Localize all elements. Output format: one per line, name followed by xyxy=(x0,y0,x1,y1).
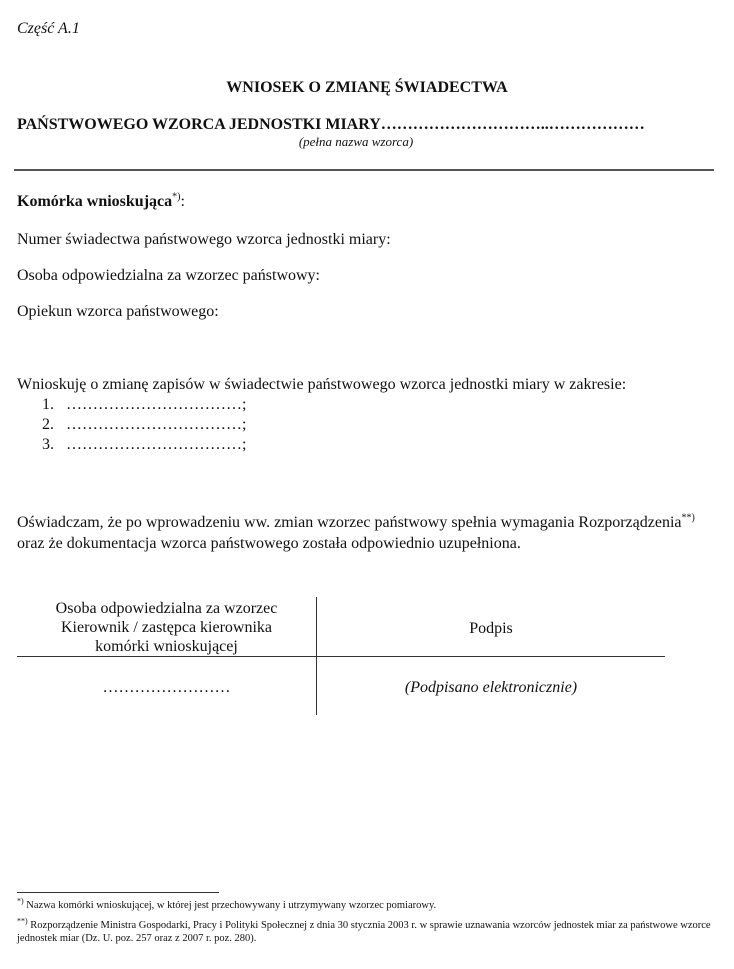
title-subcaption: (pełna nazwa wzorca) xyxy=(298,134,414,149)
footnote-ref-1: *) xyxy=(172,191,181,203)
declaration-text-1: Oświadczam, że po wprowadzeniu ww. zmian wzorzec państwowy spełnia wymagania Rozporządzenia xyxy=(17,514,682,531)
signature-table-vertical-rule xyxy=(316,597,317,715)
left-header-line: komórki wnioskującej xyxy=(95,638,238,655)
footnote-1-marker: *) xyxy=(17,896,24,906)
left-header-line: Kierownik / zastępca kierownika xyxy=(60,619,273,636)
request-item-number: 1. xyxy=(42,396,54,413)
footnote-2 xyxy=(17,916,717,945)
footnote-divider xyxy=(17,892,219,893)
part-label: Część A.1 xyxy=(17,20,80,37)
signature-table-horizontal-rule xyxy=(17,656,665,657)
footnote-ref-2: **) xyxy=(681,512,695,524)
custodian-label: Opiekun wzorca państwowego: xyxy=(17,303,219,320)
signature-table-right-header: Podpis xyxy=(469,620,513,637)
request-item-number: 2. xyxy=(42,416,54,433)
left-header-line: Osoba odpowiedzialna za wzorzec xyxy=(55,600,278,617)
request-intro: Wnioskuję o zmianę zapisów w świadectwie państwowego wzorca jednostki miary w zakresie: xyxy=(17,376,627,393)
declaration-statement xyxy=(17,512,717,554)
footnote-1-text: Nazwa komórki wnioskującej, w której jest przechowywany i utrzymywany wzorzec pomiarowy. xyxy=(23,900,437,911)
header-divider xyxy=(14,169,714,171)
requesting-unit-colon: : xyxy=(180,193,185,210)
footnote-1 xyxy=(17,896,717,912)
responsible-person-label: Osoba odpowiedzialna za wzorzec państwowy: xyxy=(17,267,320,284)
request-item xyxy=(42,396,246,414)
document-title-line-2: PAŃSTWOWEGO WZORCA JEDNOSTKI MIARY…………………………..……………… xyxy=(17,116,645,133)
requesting-unit-label: Komórka wnioskująca xyxy=(17,193,173,210)
request-item-text: ……………………………; xyxy=(66,436,247,453)
document-title-line-1: WNIOSEK O ZMIANĘ ŚWIADECTWA xyxy=(226,79,508,96)
footnote-2-marker: **) xyxy=(17,916,28,926)
request-item-text: ……………………………; xyxy=(66,396,247,413)
request-item xyxy=(42,416,246,434)
request-item-text: ……………………………; xyxy=(66,416,247,433)
declaration-text-2: oraz że dokumentacja wzorca państwowego została odpowiednio uzupełniona. xyxy=(17,535,521,552)
signature-table-right-value: (Podpisano elektronicznie) xyxy=(404,679,578,696)
signature-table-left-value: …………………… xyxy=(102,679,231,696)
certificate-number-label: Numer świadectwa państwowego wzorca jednostki miary: xyxy=(17,231,391,248)
request-item-number: 3. xyxy=(42,436,54,453)
footnote-2-text: Rozporządzenie Ministra Gospodarki, Pracy i Polityki Społecznej z dnia 30 stycznia 2003 r. w sprawie uznawania wzorców jednostek miar za państwowe wzorce jednostek miar (Dz. U. poz. 257 oraz z 2007 r. poz. 280). xyxy=(17,920,711,944)
request-item xyxy=(42,436,246,454)
requesting-unit-field xyxy=(17,193,185,211)
signature-table-left-header xyxy=(17,599,316,656)
